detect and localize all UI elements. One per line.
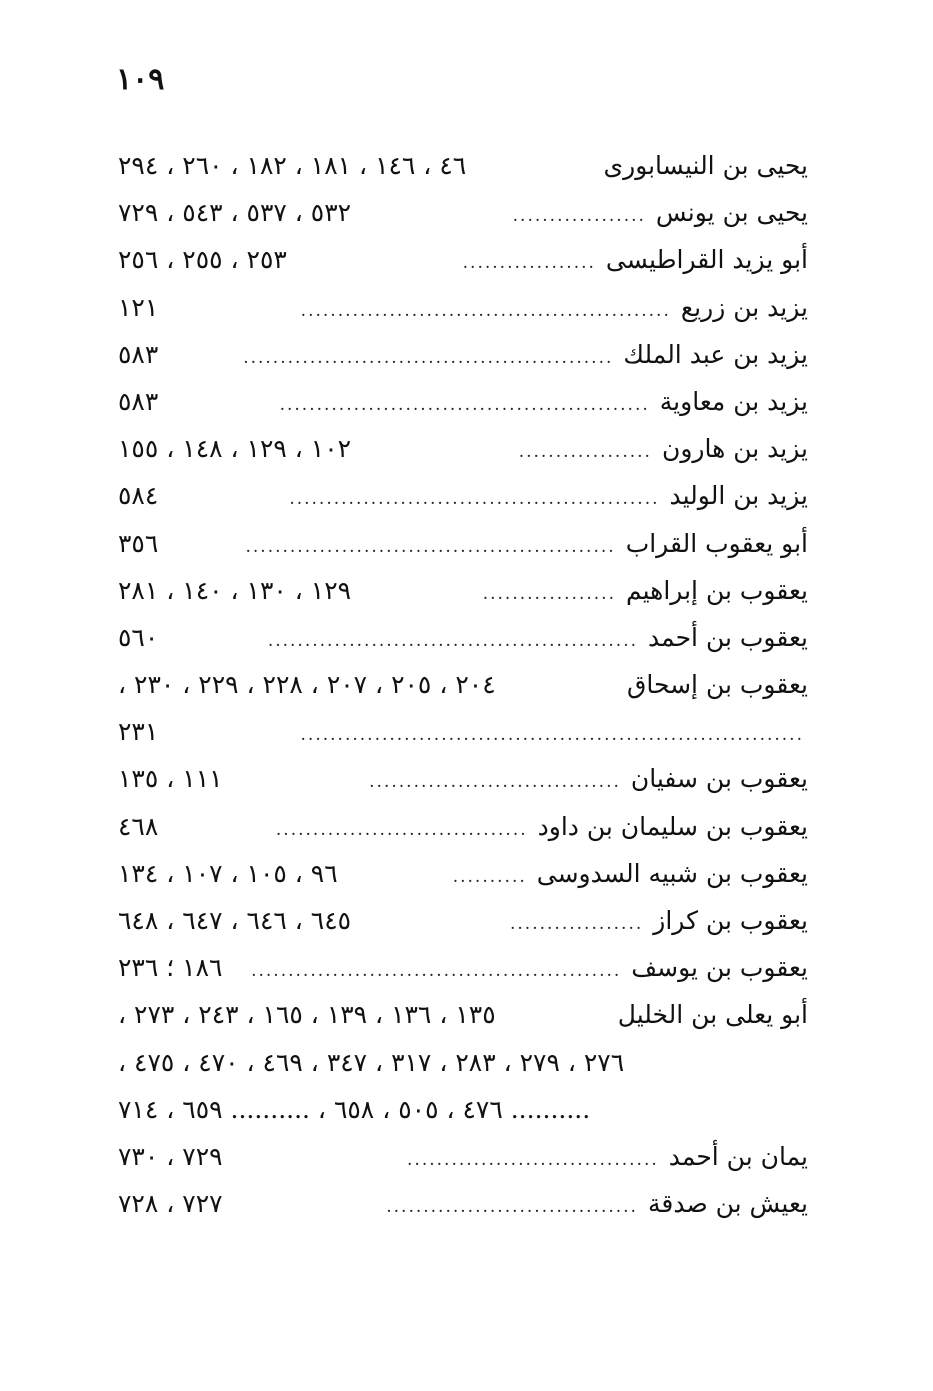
entry-name: يزيد بن عبد الملك — [623, 339, 808, 369]
entry-pages: ١٢٩ ، ١٣٠ ، ١٤٠ ، ٢٨١ — [118, 575, 352, 605]
leader-dots: .................................. — [275, 819, 528, 840]
index-entry — [118, 189, 808, 236]
entry-pages: ١٢١ — [118, 292, 159, 322]
leader-dots: .................................................. — [289, 489, 660, 510]
entry-name: أبو يزيد القراطيسى — [605, 245, 808, 275]
entry-pages: ٥٣٢ ، ٥٣٧ ، ٥٤٣ ، ٧٢٩ — [118, 198, 352, 228]
index-entry — [118, 567, 808, 614]
entry-pages: ١١١ ، ١٣٥ — [118, 764, 223, 794]
leader-dots: .................................................. — [300, 300, 671, 321]
entry-pages: ٤٦ ، ١٤٦ ، ١٨١ ، ١٨٢ ، ٢٦٠ ، ٢٩٤ — [118, 151, 467, 180]
leader-dots: .................. — [482, 583, 616, 604]
entry-name: يحيى بن النيسابورى — [603, 151, 808, 180]
entry-name: يعقوب بن كراز — [653, 906, 808, 935]
entry-pages: ١٠٢ ، ١٢٩ ، ١٤٨ ، ١٥٥ — [118, 434, 352, 464]
entry-pages: ٢٠٤ ، ٢٠٥ ، ٢٠٧ ، ٢٢٨ ، ٢٢٩ ، ٢٣٠ ، — [118, 670, 496, 700]
entry-pages: ٩٦ ، ١٠٥ ، ١٠٧ ، ١٣٤ — [118, 858, 338, 888]
leader-dots: .................. — [462, 253, 596, 274]
index-entry — [118, 472, 808, 519]
entry-name: يمان بن أحمد — [668, 1141, 808, 1171]
index-entry — [118, 897, 808, 944]
entry-name: يعقوب بن سفيان — [630, 764, 808, 794]
index-entry-continuation — [118, 708, 808, 755]
entry-name: يحيى بن يونس — [655, 198, 808, 228]
entry-pages: ٢٣١ — [118, 717, 159, 747]
index-entry — [118, 1180, 808, 1227]
leader-dots: .................. — [510, 914, 644, 934]
entry-name: يعيش بن صدقة — [647, 1189, 808, 1219]
entry-pages: ٢٥٣ ، ٢٥٥ ، ٢٥٦ — [118, 245, 287, 275]
index-entry — [118, 661, 808, 708]
leader-dots: .................................................. — [245, 536, 616, 557]
entry-name: أبو يعلى بن الخليل — [617, 1000, 808, 1030]
index-entry — [118, 142, 808, 189]
index-entry — [118, 378, 808, 425]
entry-pages: ٥٦٠ — [118, 622, 159, 652]
index-entry — [118, 236, 808, 283]
entry-pages: ١٨٦ ؛ ٢٣٦ — [118, 953, 223, 983]
entry-pages: .......... ٤٧٦ ، ٥٠٥ ، ٦٥٨ ، .......... ٦٥٩ ، ٧١٤ — [118, 1094, 591, 1124]
index-entry — [118, 614, 808, 661]
entry-name: يعقوب بن سليمان بن داود — [537, 811, 808, 841]
index-entry-continuation — [118, 1039, 808, 1086]
leader-dots: .................. — [512, 206, 646, 227]
index-entries — [118, 142, 808, 1227]
index-entry — [118, 331, 808, 378]
index-entry — [118, 944, 808, 991]
entry-pages: ١٣٥ ، ١٣٦ ، ١٣٩ ، ١٦٥ ، ٢٤٣ ، ٢٧٣ ، — [118, 1000, 496, 1030]
index-entry — [118, 803, 808, 850]
leader-dots: .................................................................... — [300, 725, 804, 746]
entry-name: يعقوب بن شبيه السدوسى — [536, 858, 808, 888]
entry-pages: ٢٧٦ ، ٢٧٩ ، ٢٨٣ ، ٣١٧ ، ٣٤٧ ، ٤٦٩ ، ٤٧٠ ، ٤٧٥ ، — [118, 1047, 625, 1077]
leader-dots: .................................................. — [251, 961, 622, 982]
entry-name: يعقوب بن إبراهيم — [625, 575, 808, 605]
leader-dots: .................................. — [369, 772, 621, 793]
leader-dots: .................. — [518, 442, 652, 463]
entry-name: يزيد بن معاوية — [659, 386, 808, 416]
index-entry — [118, 755, 808, 802]
entry-name: يزيد بن الوليد — [669, 481, 808, 511]
entry-pages: ٣٥٦ — [118, 528, 159, 558]
index-entry — [118, 520, 808, 567]
entry-pages: ٥٨٣ — [118, 339, 159, 369]
entry-name: يزيد بن زريع — [680, 292, 808, 322]
entry-name: أبو يعقوب القراب — [625, 528, 808, 558]
index-entry — [118, 284, 808, 331]
entry-pages: ٧٢٩ ، ٧٣٠ — [118, 1141, 223, 1171]
index-entry — [118, 991, 808, 1038]
entry-name: يعقوب بن يوسف — [631, 953, 808, 983]
index-entry — [118, 850, 808, 897]
leader-dots: .......... — [452, 866, 527, 887]
leader-dots: .................................................. — [243, 347, 614, 368]
page-number: ١٠٩ — [116, 62, 165, 97]
entry-name: يعقوب بن إسحاق — [626, 670, 808, 700]
entry-name: يزيد بن هارون — [661, 434, 808, 464]
index-entry — [118, 425, 808, 472]
leader-dots: .................................................. — [279, 394, 650, 415]
entry-pages: ٤٦٨ — [118, 811, 159, 841]
entry-pages: ٦٤٥ ، ٦٤٦ ، ٦٤٧ ، ٦٤٨ — [118, 906, 352, 935]
index-entry-continuation — [118, 1086, 808, 1133]
entry-name: يعقوب بن أحمد — [648, 622, 808, 652]
entry-pages: ٥٨٤ — [118, 481, 159, 511]
entry-pages: ٥٨٣ — [118, 386, 159, 416]
leader-dots: .................................. — [386, 1197, 638, 1218]
entry-pages: ٧٢٧ ، ٧٢٨ — [118, 1189, 223, 1219]
leader-dots: .................................................. — [267, 630, 639, 651]
leader-dots: .................................. — [407, 1149, 659, 1170]
index-entry — [118, 1133, 808, 1180]
